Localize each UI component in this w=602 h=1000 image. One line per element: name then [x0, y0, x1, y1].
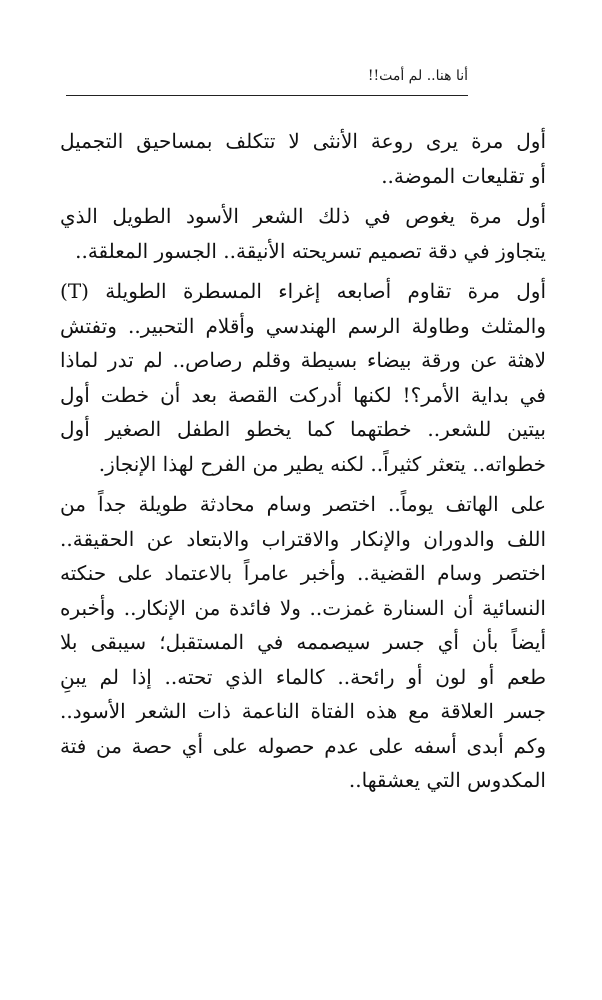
body-text — [60, 124, 568, 804]
text-line: بيتين للشعر.. خطتهما كما يخطو الطفل الصغير أول — [60, 417, 546, 441]
header-rule — [66, 95, 468, 96]
paragraph — [60, 487, 568, 798]
paragraph — [60, 274, 568, 481]
text-line: أو تقليعات الموضة.. — [381, 163, 546, 188]
text-line: جسر العلاقة مع هذه الفتاة الناعمة ذات الشعر الأسود.. — [60, 699, 546, 723]
text-line: أول مرة تقاوم أصابعه إغراء المسطرة الطويلة (T) — [60, 279, 546, 303]
text-line: وكم أبدى أسفه على عدم حصوله على أي حصة من فتة — [60, 733, 546, 758]
paragraph — [60, 124, 568, 193]
text-line: خطواته.. يتعثر كثيراً.. لكنه يطير من الفرح لهذا الإنجاز. — [98, 451, 546, 476]
text-line: أيضاً بأن أي جسر سيصممه في المستقبل؛ سيبقى بلا — [60, 630, 546, 654]
text-line: المكدوس التي يعشقها.. — [348, 768, 546, 792]
text-line: أول مرة يغوص في ذلك الشعر الأسود الطويل الذي — [60, 204, 546, 228]
text-line: في بداية الأمر؟! لكنها أدركت القصة بعد أن خطت أول — [60, 382, 546, 407]
text-line: على الهاتف يوماً.. اختصر وسام محادثة طويلة جداً من — [60, 492, 546, 516]
running-header: أنا هنا.. لم أمت!! — [367, 68, 468, 84]
text-line: اختصر وسام القضية.. وأخبر عامراً بالاعتماد على حنكته — [60, 561, 546, 585]
text-line: النسائية أن السنارة غمزت.. ولا فائدة من الإنكار.. وأخبره — [60, 595, 546, 620]
text-line: والمثلث وطاولة الرسم الهندسي وأقلام التحبير.. وتفتش — [60, 313, 546, 338]
text-line: لاهثة عن ورقة بيضاء بسيطة وقلم رصاص.. لم تدر لماذا — [60, 348, 546, 372]
text-line: يتجاوز في دقة تصميم تسريحته الأنيقة.. الجسور المعلقة.. — [75, 238, 546, 263]
paragraph — [60, 199, 568, 268]
text-line: اللف والدوران والإنكار والاقتراب والابتعاد عن الحقيقة.. — [60, 526, 546, 551]
text-line: أول مرة يرى روعة الأنثى لا تتكلف بمساحيق التجميل — [60, 129, 546, 153]
text-line: طعم أو لون أو رائحة.. كالماء الذي تحته.. إذا لم يبنِ — [60, 664, 546, 689]
